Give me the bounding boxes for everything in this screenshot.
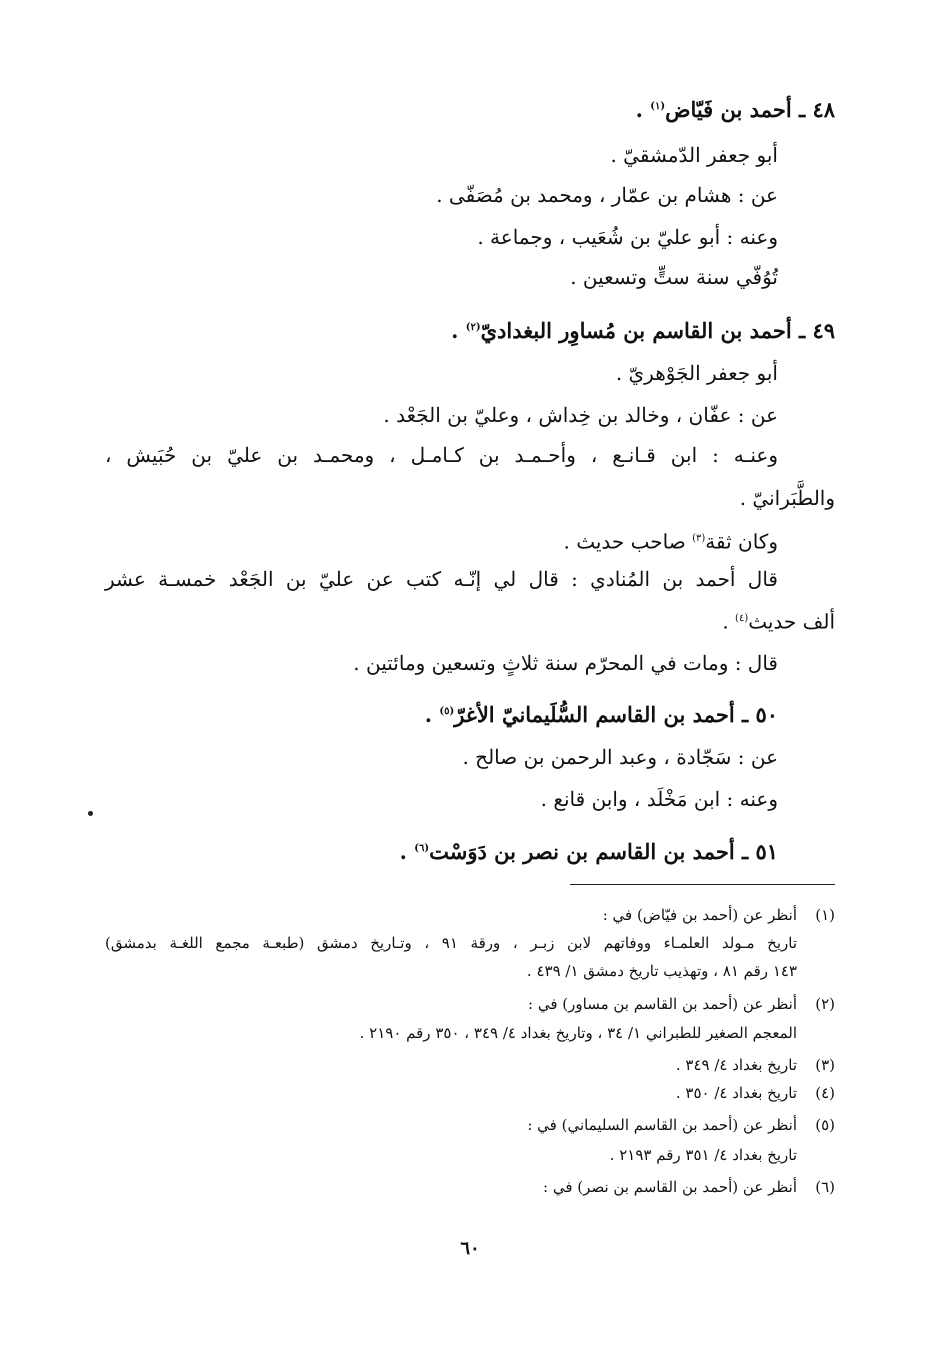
footnote-5 bbox=[527, 1114, 835, 1136]
footnote-text: أنظر عن (أحمد بن القاسم السليماني) في : bbox=[527, 1116, 797, 1134]
footnote-text: أنظر عن (أحمد بن القاسم بن مساور) في : bbox=[528, 995, 797, 1013]
footnote-number: (٦) bbox=[815, 1178, 835, 1196]
footnote-3 bbox=[676, 1054, 835, 1076]
entry-48-line: عن : هشام بن عمّار ، ومحمد بن مُصَفّى . bbox=[436, 183, 778, 207]
entry-51-heading bbox=[400, 834, 778, 867]
entry-50-line: وعنه : ابن مَخْلَد ، وابن قانع . bbox=[540, 787, 778, 811]
entry-49-line bbox=[722, 604, 835, 637]
footnote-separator bbox=[570, 884, 835, 885]
footnote-ref-6: (٦) bbox=[414, 843, 430, 854]
entry-49-line: قال أحمد بن المُنادي : قال لي إنّـه كتب عن عليّ بن الجَعْد خمسـة عشر bbox=[105, 567, 778, 591]
footnote-number: (٤) bbox=[815, 1084, 835, 1102]
footnote-number: (١) bbox=[815, 906, 835, 924]
entry-49-line: أبو جعفر الجَوْهريّ . bbox=[615, 361, 778, 385]
entry-50-title: ٥٠ ـ أحمد بن القاسم السُّلَيمانيّ الأغرّ bbox=[454, 702, 778, 727]
entry-49-heading-end: . bbox=[451, 318, 466, 343]
entry-49-heading bbox=[451, 313, 835, 346]
footnote-number: (٥) bbox=[815, 1116, 835, 1134]
footnote-text: تاريخ بغداد ٤/ ٣٤٩ . bbox=[675, 1056, 797, 1074]
entry-50-line: عن : سَجّادة ، وعبد الرحمن بن صالح . bbox=[462, 745, 778, 769]
entry-49-line: عن : عفّان ، وخالد بن خِداش ، وعليّ بن الجَعْد . bbox=[383, 403, 778, 427]
page-number: ٦٠ bbox=[460, 1238, 480, 1259]
footnote-number: (٣) bbox=[815, 1056, 835, 1074]
footnote-ref-1: (١) bbox=[650, 101, 666, 112]
footnote-ref-5: (٥) bbox=[439, 706, 455, 717]
footnote-4 bbox=[676, 1082, 835, 1104]
entry-50-heading bbox=[425, 697, 778, 730]
thiqa-text: وكان ثقة bbox=[705, 529, 778, 554]
footnote-2-line: المعجم الصغير للطبراني ١/ ٣٤ ، وتاريخ بغداد ٤/ ٣٤٩ ، ٣٥٠ رقم ٢١٩٠ . bbox=[359, 1024, 797, 1042]
footnote-ref-2: (٢) bbox=[465, 322, 481, 333]
entry-48-line: وعنه : أبو عليّ بن شُعَيب ، وجماعة . bbox=[477, 225, 778, 249]
entry-49-line: والطَّبَرانيّ . bbox=[739, 486, 835, 510]
footnote-6 bbox=[543, 1176, 835, 1198]
entry-48-title: ٤٨ ـ أحمد بن فَيّاض bbox=[665, 97, 835, 122]
entry-51-heading-end: . bbox=[399, 839, 415, 864]
footnote-number: (٢) bbox=[815, 995, 835, 1013]
footnote-1-line: تاريخ مـولد العلمـاء ووفاتهم لابن زبـر ، ورقة ٩١ ، وتـاريخ دمشق (طبعـة مجمع اللغـة بدمشق) bbox=[105, 934, 798, 952]
entry-51-title: ٥١ ـ أحمد بن القاسم بن نصر بن دَوَسْت bbox=[429, 839, 778, 864]
entry-48-line: أبو جعفر الدّمشقيّ . bbox=[610, 143, 778, 167]
entry-48-heading bbox=[636, 92, 835, 125]
entry-49-line: وعنـه : ابن قـانـع ، وأحـمـد بن كـامـل ، ومحمـد بن عليّ بن حُبَيش ، bbox=[105, 443, 778, 467]
entry-49-line: قال : ومات في المحرّم سنة ثلاثٍ وتسعين ومائتين . bbox=[353, 651, 778, 675]
footnote-text: أنظر عن (أحمد بن فيّاض) في : bbox=[602, 906, 797, 924]
footnote-1 bbox=[603, 904, 835, 926]
footnote-1-line: ١٤٣ رقم ٨١ ، وتهذيب تاريخ دمشق ١/ ٤٣٩ . bbox=[526, 962, 797, 980]
footnote-text: أنظر عن (أحمد بن القاسم بن نصر) في : bbox=[543, 1178, 797, 1196]
entry-48-heading-end: . bbox=[635, 97, 651, 122]
entry-49-line-end: . bbox=[722, 609, 736, 634]
entry-49-thiqa-line bbox=[564, 524, 779, 557]
footnote-5-line: تاريخ بغداد ٤/ ٣٥١ رقم ٢١٩٣ . bbox=[609, 1146, 797, 1164]
footnote-ref-4: (٤) bbox=[735, 613, 749, 624]
entry-50-heading-end: . bbox=[424, 702, 440, 727]
stray-ink-dot bbox=[88, 811, 93, 816]
entry-48-line: تُوُفّي سنة ستٍّ وتسعين . bbox=[570, 265, 778, 289]
footnote-2 bbox=[528, 993, 835, 1015]
entry-49-line-text: ألف حديث bbox=[748, 609, 835, 634]
entry-49-title: ٤٩ ـ أحمد بن القاسم بن مُساوِر البغداديّ bbox=[480, 318, 835, 343]
footnote-ref-3: (٣) bbox=[692, 533, 706, 544]
thiqa-text-after: صاحب حديث . bbox=[563, 529, 693, 554]
footnote-text: تاريخ بغداد ٤/ ٣٥٠ . bbox=[675, 1084, 797, 1102]
